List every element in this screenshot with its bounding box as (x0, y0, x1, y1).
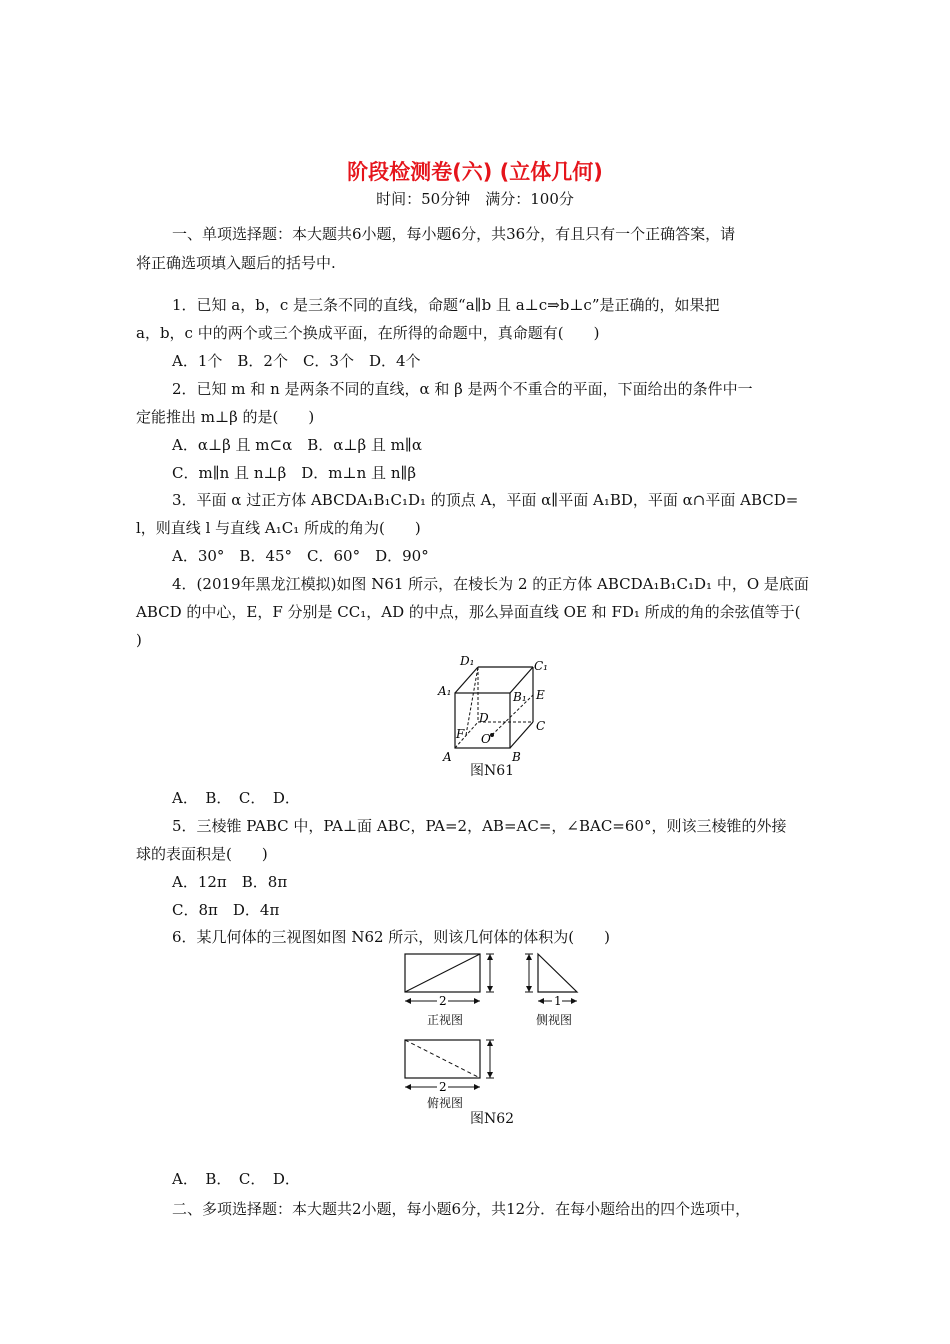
q2-options-ab: A．α⊥β 且 m⊂α B．α⊥β 且 m∥α (172, 436, 422, 454)
front-view-label: 正视图 (427, 1013, 464, 1027)
label-b: B (512, 750, 521, 764)
q3-options: A．30° B．45° C．60° D．90° (172, 547, 429, 565)
q4-options: A． B． C． D． (172, 789, 300, 807)
front-view-diagram (400, 950, 500, 1008)
label-a1: A₁ (438, 684, 452, 698)
q4-line2: ABCD 的中心，E，F 分别是 CC₁，AD 的中点，那么异面直线 OE 和 FD₁ 所成的角的余弦值等于( (136, 603, 801, 621)
q2-options-cd: C．m∥n 且 n⊥β D．m⊥n 且 n∥β (172, 464, 417, 482)
top-view-diagram (400, 1035, 500, 1093)
q1-options: A．1个 B．2个 C．3个 D．4个 (172, 352, 421, 370)
top-view-dim-2: 2 (439, 1080, 447, 1094)
label-c: C (536, 719, 546, 733)
q5-line2: 球的表面积是( ) (136, 845, 268, 863)
page-title: 阶段检测卷(六) (立体几何) (347, 160, 603, 184)
side-view-label: 侧视图 (536, 1013, 573, 1027)
section1-intro-line2: 将正确选项填入题后的括号中. (136, 254, 336, 272)
q5-options-ab: A．12π B．8π (172, 873, 288, 891)
side-view-dim-1: 1 (554, 994, 562, 1008)
figure-n61-caption: 图N61 (470, 763, 515, 779)
figure-n62-caption: 图N62 (470, 1111, 515, 1127)
q1-line2: a，b，c 中的两个或三个换成平面，在所得的命题中，真命题有( ) (136, 324, 600, 342)
label-a: A (443, 750, 452, 764)
q4-line3: ) (136, 631, 142, 649)
q5-options-cd: C．8π D．4π (172, 901, 280, 919)
q5-line1: 5．三棱锥 PABC 中，PA⊥面 ABC，PA=2，AB=AC=，∠BAC=60°，则该三棱锥的外接 (172, 817, 787, 835)
q4-line1: 4．(2019年黑龙江模拟)如图 N61 所示，在棱长为 2 的正方体 ABCDA₁B₁C₁D₁ 中，O 是底面 (172, 575, 809, 593)
q6-options: A． B． C． D． (172, 1170, 300, 1188)
q3-line2: l，则直线 l 与直线 A₁C₁ 所成的角为( ) (136, 519, 421, 537)
q2-line1: 2．已知 m 和 n 是两条不同的直线，α 和 β 是两个不重合的平面，下面给出的条件中一 (172, 380, 753, 398)
section1-intro-line1: 一、单项选择题：本大题共6小题，每小题6分，共36分，有且只有一个正确答案，请 (172, 225, 736, 243)
q1-line1: 1．已知 a，b，c 是三条不同的直线，命题“a∥b 且 a⊥c⇒b⊥c”是正确的，如果把 (172, 296, 720, 314)
label-f: F (456, 727, 465, 741)
cube-figure-n61 (430, 655, 550, 767)
label-e: E (536, 688, 545, 702)
side-view-diagram (520, 950, 580, 1008)
section2-intro-line1: 二、多项选择题：本大题共2小题，每小题6分，共12分．在每小题给出的四个选项中， (172, 1200, 751, 1218)
q3-line1: 3．平面 α 过正方体 ABCDA₁B₁C₁D₁ 的顶点 A，平面 α∥平面 A₁BD，平面 α∩平面 ABCD= (172, 491, 799, 509)
top-view-label: 俯视图 (427, 1096, 464, 1110)
q2-line2: 定能推出 m⊥β 的是( ) (136, 408, 315, 426)
label-d: D (479, 711, 489, 725)
label-c1: C₁ (534, 659, 548, 673)
label-o: O (481, 732, 491, 746)
front-view-dim-2: 2 (439, 994, 447, 1008)
label-b1: B₁ (513, 690, 527, 704)
label-d1: D₁ (460, 654, 475, 668)
exam-info: 时间：50分钟 满分：100分 (376, 190, 574, 208)
q6-line1: 6．某几何体的三视图如图 N62 所示，则该几何体的体积为( ) (172, 928, 610, 946)
